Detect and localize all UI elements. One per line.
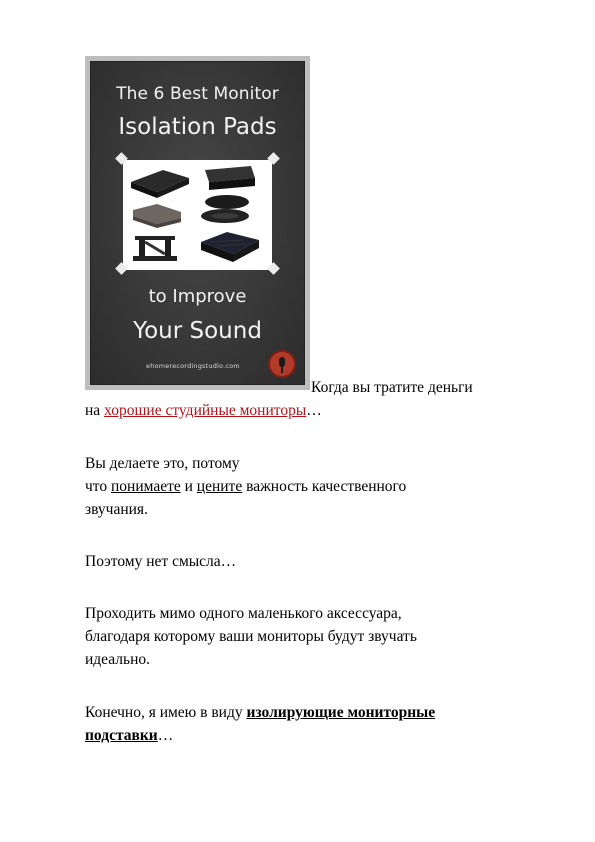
isolation-pads-link-cont[interactable]: подставки: [85, 727, 158, 744]
paragraph-2-line3: звучания.: [85, 501, 148, 518]
microphone-logo-icon: [268, 350, 296, 378]
paragraph-4-line1: Проходить мимо одного маленького аксессуара,: [85, 605, 402, 622]
studio-monitors-link[interactable]: хорошие студийные мониторы: [104, 402, 307, 419]
cover-image: [85, 56, 310, 390]
text-ellipsis: …: [306, 402, 322, 419]
paragraph-5-line1: [85, 701, 435, 724]
isolation-pads-link[interactable]: изолирующие мониторные: [246, 704, 436, 721]
isolation-pads-photo: [123, 160, 272, 270]
cover-title-line3: to Improve: [148, 286, 247, 307]
text-chto: что: [85, 478, 111, 495]
paragraph-1-line2: [85, 399, 322, 422]
cover-title-line2: Isolation Pads: [118, 114, 277, 140]
text-na: на: [85, 402, 105, 419]
paragraph-3: Поэтому нет смысла…: [85, 553, 237, 570]
pads-illustration: [123, 160, 272, 270]
text-ellipsis-2: …: [157, 727, 174, 744]
paragraph-2-line1: Вы делаете это, потому: [85, 455, 240, 472]
text-importance: важность качественного: [242, 478, 407, 495]
paragraph-1-start: Когда вы тратите деньги: [311, 379, 473, 396]
cover-inner: [90, 61, 305, 385]
paragraph-2-line2: [85, 475, 406, 498]
paragraph-4-line2: благодаря которому ваши мониторы будут звучать: [85, 628, 417, 645]
cover-website: ehomerecordingstudio.com: [146, 362, 240, 370]
understand-link[interactable]: понимаете: [111, 478, 181, 495]
paragraph-4-line3: идеально.: [85, 651, 150, 668]
text-and: и: [180, 478, 197, 495]
text-of-course: Конечно, я имею в виду: [85, 704, 247, 721]
appreciate-link[interactable]: цените: [196, 478, 243, 495]
paragraph-5-line2: [85, 724, 173, 747]
cover-title-line4: Your Sound: [133, 318, 262, 344]
cover-title-line1: The 6 Best Monitor: [116, 84, 279, 104]
